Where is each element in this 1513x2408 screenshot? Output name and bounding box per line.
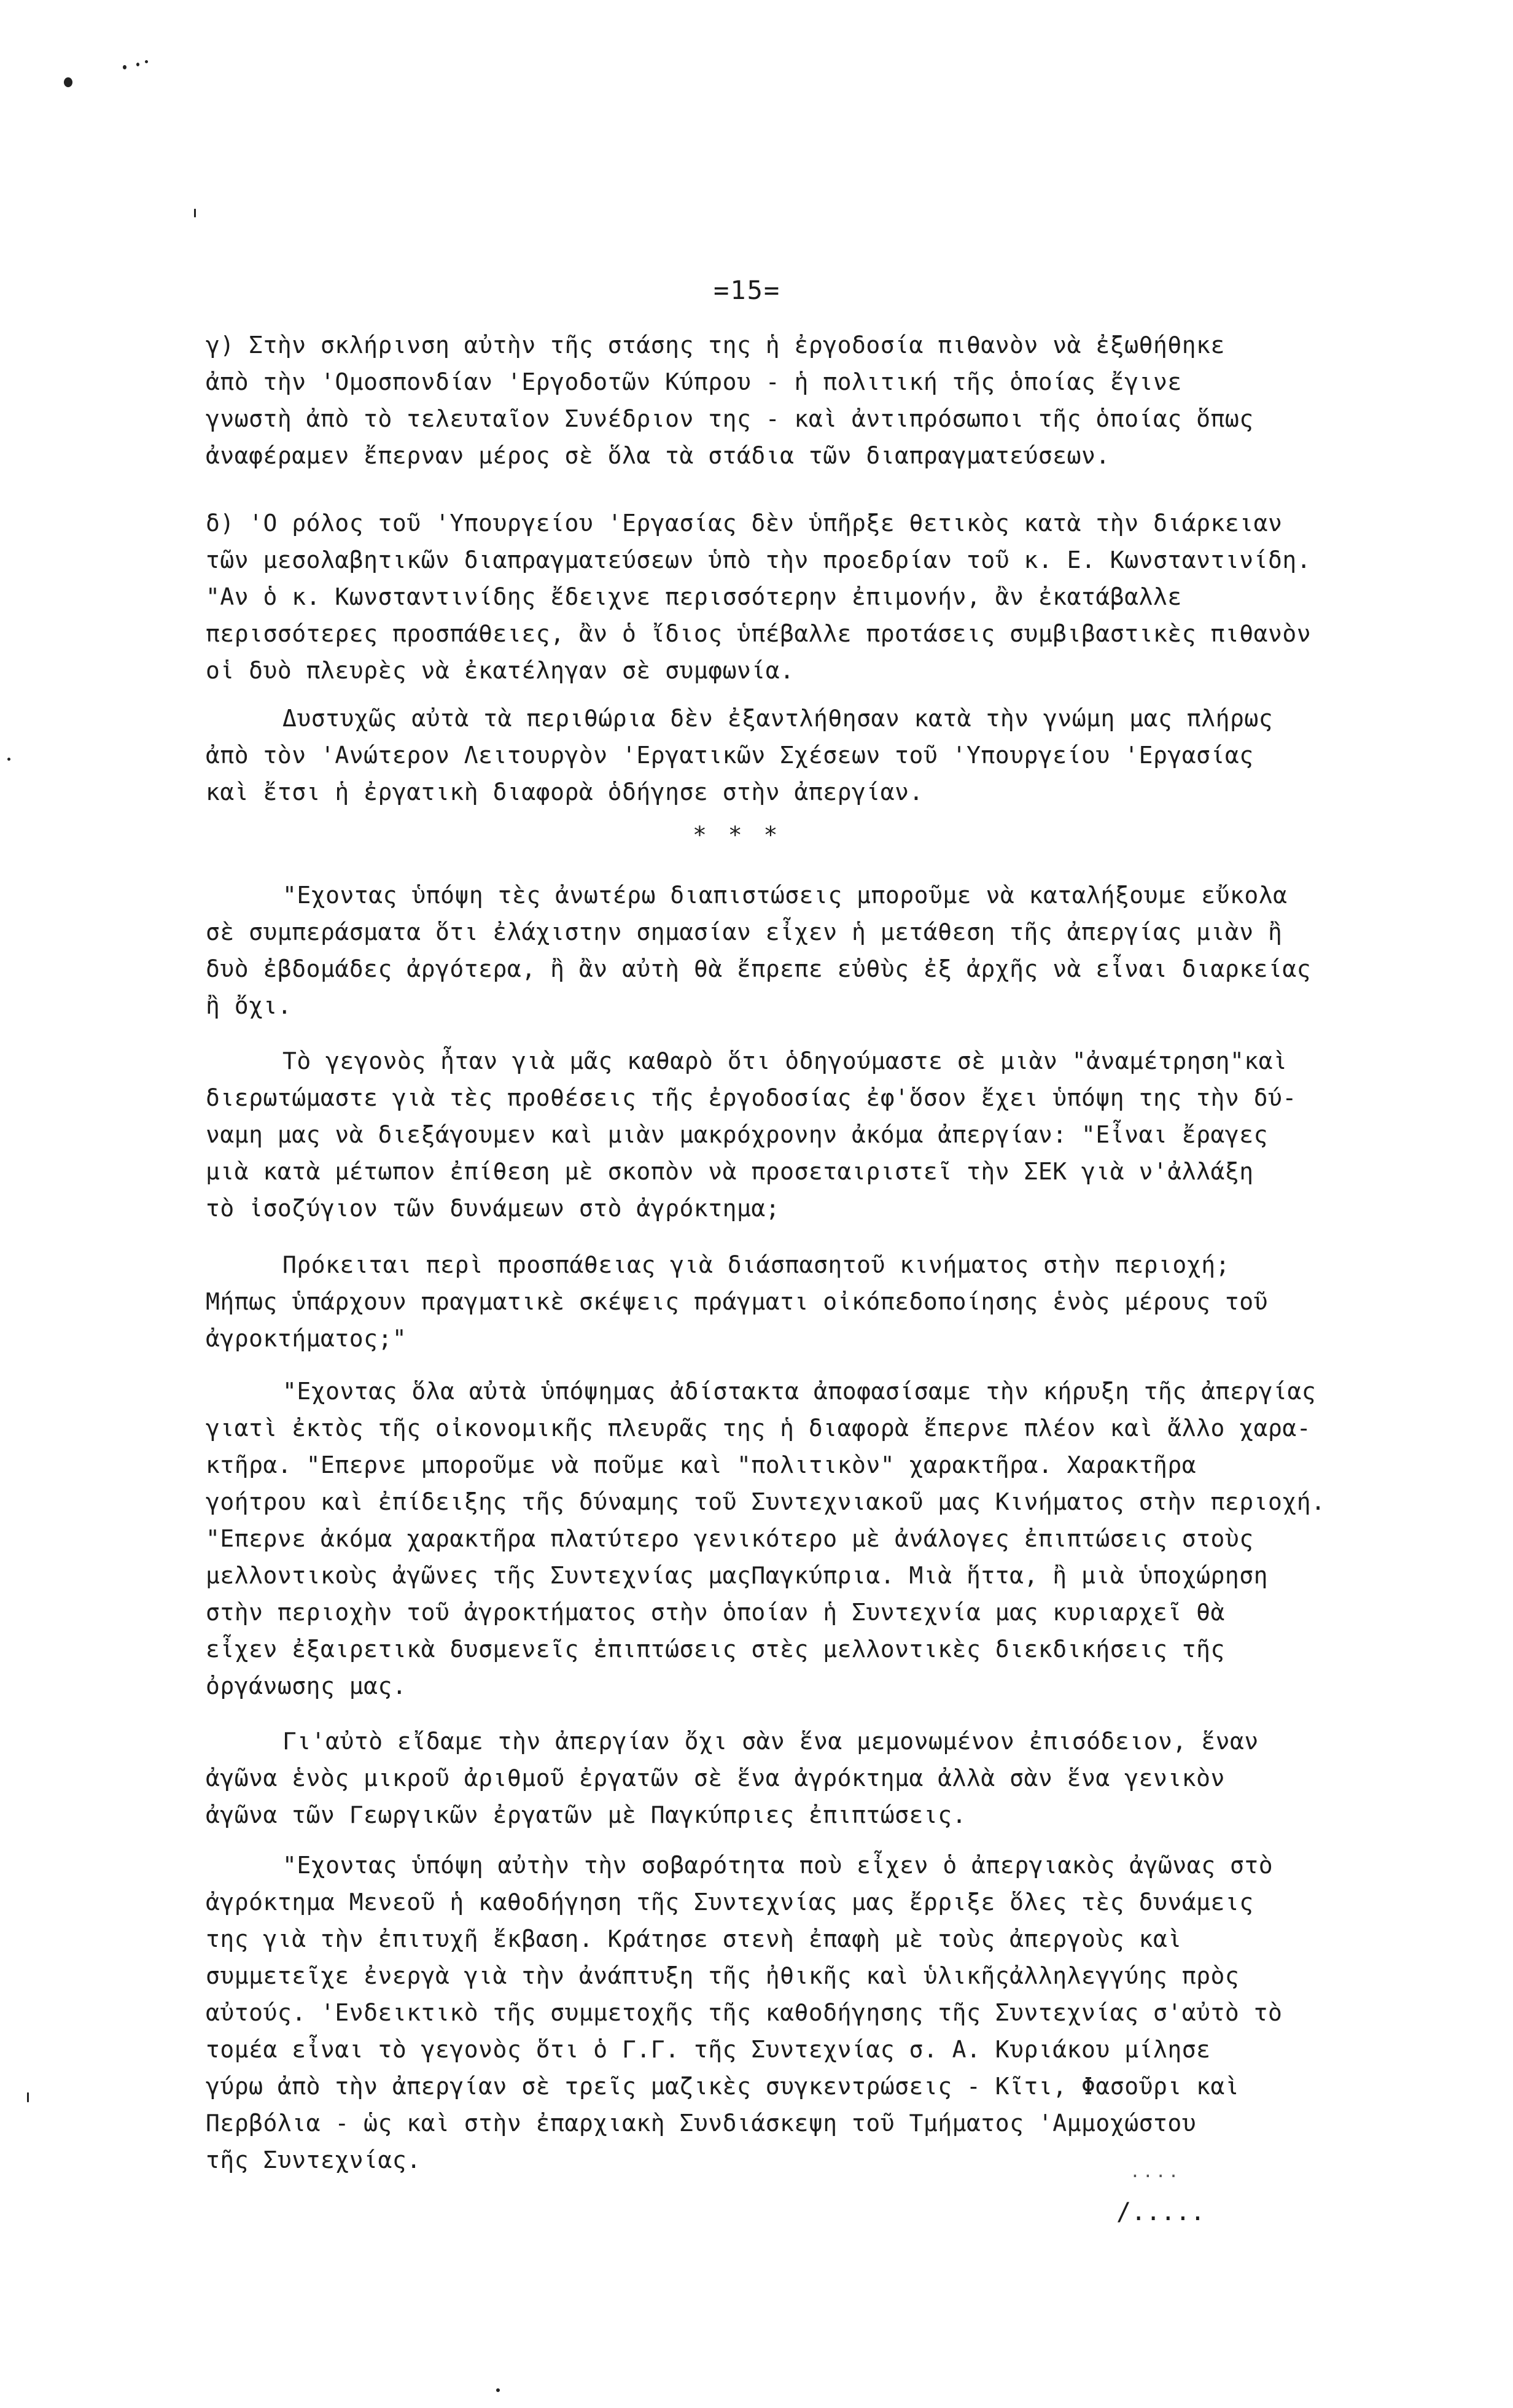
continuation-dots: .... [1130,2161,1181,2181]
paragraph-d-ministry-role [206,505,1372,689]
scan-speck [123,65,126,69]
scan-speck [145,60,148,63]
text-line: δ) 'Ο ρόλος τοῦ 'Υπουργείου 'Εργασίας δὲν ὑπῆρξε θετικὸς κατὰ τὴν διάρκειαν [206,510,1283,537]
text-line: ἀγῶνα ἑνὸς μικροῦ ἀριθμοῦ ἐργατῶν σὲ ἕνα ἀγρόκτημα ἀλλὰ σὰν ἕνα γενικὸν [206,1765,1225,1792]
text-line: μιὰ κατὰ μέτωπον ἐπίθεση μὲ σκοπὸν νὰ προσεταιριστεῖ τὴν ΣΕΚ γιὰ ν'ἀλλάξη [206,1158,1254,1185]
text-line: σὲ συμπεράσματα ὅτι ἐλάχιστην σημασίαν εἶχεν ἡ μετάθεση τῆς ἀπεργίας μιὰν ἢ [206,919,1283,946]
text-line: οἱ δυὸ πλευρὲς νὰ ἐκατέληγαν σὲ συμφωνία. [206,657,795,684]
text-line: γνωστὴ ἀπὸ τὸ τελευταῖον Συνέδριον της - καὶ ἀντιπρόσωποι τῆς ὁποίας ὅπως [206,405,1254,432]
text-line: ἢ ὄχι. [206,992,292,1019]
scan-speck [7,758,10,761]
scan-speck [136,63,139,66]
text-line: Γι'αὐτὸ εἴδαμε τὴν ἀπεργίαν ὄχι σὰν ἕνα μεμονωμένον ἐπισόδειον, ἕναν [282,1728,1259,1755]
paragraph-union-leadership [206,1847,1372,2178]
paragraph-c-employer-stance [206,327,1372,474]
text-line: στὴν περιοχὴν τοῦ ἀγροκτήματος στὴν ὁποίαν ἡ Συντεχνία μας κυριαρχεῖ θὰ [206,1599,1225,1626]
text-line: μελλοντικοὺς ἀγῶνες τῆς Συντεχνίας μαςΠαγκύπρια. Μιὰ ἥττα, ἢ μιὰ ὑποχώρηση [206,1562,1268,1589]
text-line: εἶχεν ἐξαιρετικὰ δυσμενεῖς ἐπιπτώσεις στὲς μελλοντικὲς διεκδικήσεις τῆς [206,1636,1225,1663]
paragraph-general-struggle [206,1723,1372,1833]
text-line: "Εχοντας ὑπόψη τὲς ἀνωτέρω διαπιστώσεις μποροῦμε νὰ καταλήξουμε εὔκολα [282,882,1288,909]
text-line: τῆς Συντεχνίας. [206,2146,421,2173]
page-number: =15= [714,275,781,305]
text-line: τὸ ἰσοζύγιον τῶν δυνάμεων στὸ ἀγρόκτημα; [206,1195,780,1222]
paragraph-conclusions [206,877,1372,1024]
text-line: "Αν ὁ κ. Κωνσταντινίδης ἔδειχνε περισσότερην ἐπιμονήν, ἂν ἐκατάβαλλε [206,583,1182,610]
text-line: δυὸ ἐβδομάδες ἀργότερα, ἢ ἂν αὐτὴ θὰ ἔπρεπε εὐθὺς ἐξ ἀρχῆς νὰ εἶναι διαρκείας [206,955,1312,982]
scan-speck [27,2092,29,2102]
text-line: "Εχοντας ὅλα αὐτὰ ὑπόψημας ἀδίστακτα ἀποφασίσαμε τὴν κήρυξη τῆς ἀπεργίας [282,1378,1317,1405]
text-line: ἀπὸ τὴν 'Ομοσπονδίαν 'Εργοδοτῶν Κύπρου - ἡ πολιτική τῆς ὁποίας ἔγινε [206,368,1182,395]
text-line: γύρω ἀπὸ τὴν ἀπεργίαν σὲ τρεῖς μαζικὲς συγκεντρώσεις - Κῖτι, Φασοῦρι καὶ [206,2073,1240,2100]
text-line: περισσότερες προσπάθειες, ἂν ὁ ἴδιος ὑπέβαλλε προτάσεις συμβιβαστικὲς πιθανὸν [206,620,1312,647]
text-line: γοήτρου καὶ ἐπίδειξης τῆς δύναμης τοῦ Συντεχνιακοῦ μας Κινήματος στὴν περιοχή. [206,1488,1326,1515]
paragraph-unfortunately [206,700,1372,810]
text-line: τομέα εἶναι τὸ γεγονὸς ὅτι ὁ Γ.Γ. τῆς Συντεχνίας σ. Α. Κυριάκου μίλησε [206,2036,1211,2063]
text-line: τῶν μεσολαβητικῶν διαπραγματεύσεων ὑπὸ τὴν προεδρίαν τοῦ κ. Ε. Κωνσταντινίδη. [206,546,1312,573]
text-line: Πρόκειται περὶ προσπάθειας γιὰ διάσπασητοῦ κινήματος στὴν περιοχή; [282,1251,1230,1278]
text-line: ναμη μας νὰ διεξάγουμεν καὶ μιὰν μακρόχρονην ἀκόμα ἀπεργίαν: "Εἶναι ἔραγες [206,1121,1268,1148]
paragraph-confrontation [206,1043,1372,1227]
text-line: καὶ ἔτσι ἡ ἐργατικὴ διαφορὰ ὁδήγησε στὴν ἀπεργίαν. [206,779,924,806]
paragraph-division-attempt [206,1246,1372,1357]
text-line: διερωτώμαστε γιὰ τὲς προθέσεις τῆς ἐργοδοσίας ἐφ'ὅσον ἔχει ὑπόψη της τὴν δύ- [206,1084,1297,1111]
text-line: Τὸ γεγονὸς ἦταν γιὰ μᾶς καθαρὸ ὅτι ὁδηγούμαστε σὲ μιὰν "ἀναμέτρηση"καὶ [282,1047,1288,1074]
text-line: ἀπὸ τὸν 'Ανώτερον Λειτουργὸν 'Εργατικῶν Σχέσεων τοῦ 'Υπουργείου 'Εργασίας [206,742,1254,769]
text-line: "Εχοντας ὑπόψη αὐτὴν τὴν σοβαρότητα ποὺ εἶχεν ὁ ἀπεργιακὸς ἀγῶνας στὸ [282,1852,1274,1879]
text-line: Δυστυχῶς αὐτὰ τὰ περιθώρια δὲν ἐξαντλήθησαν κατὰ τὴν γνώμη μας πλήρως [282,705,1274,732]
paragraph-strike-declaration [206,1373,1372,1704]
text-line: συμμετεῖχε ἐνεργὰ γιὰ τὴν ἀνάπτυξη τῆς ἠθικῆς καὶ ὑλικῆςἀλληλεγγύης πρὸς [206,1962,1240,1989]
text-line: αὐτούς. 'Ενδεικτικὸ τῆς συμμετοχῆς τῆς καθοδήγησης τῆς Συντεχνίας σ'αὐτὸ τὸ [206,1999,1283,2026]
scan-speck [64,77,72,87]
text-line: γ) Στὴν σκλήρινση αὐτὴν τῆς στάσης της ἡ ἐργοδοσία πιθανὸν νὰ ἐξωθήθηκε [206,332,1225,359]
text-line: ἀγρόκτημα Μενεοῦ ἡ καθοδήγηση τῆς Συντεχνίας μας ἔρριξε ὅλες τὲς δυνάμεις [206,1889,1254,1916]
text-line: ἀγροκτήματος;" [206,1325,407,1352]
text-line: της γιὰ τὴν ἐπιτυχῆ ἔκβαση. Κράτησε στενὴ ἐπαφὴ μὲ τοὺς ἀπεργοὺς καὶ [206,1925,1182,1952]
text-line: κτῆρα. "Επερνε μποροῦμε νὰ ποῦμε καὶ "πολιτικὸν" χαρακτῆρα. Χαρακτῆρα [206,1451,1197,1478]
text-line: ὀργάνωσης μας. [206,1672,407,1699]
continuation-marker: /..... [1116,2198,1205,2226]
text-line: γιατὶ ἐκτὸς τῆς οἰκονομικῆς πλευρᾶς της ἡ διαφορὰ ἔπερνε πλέον καὶ ἄλλο χαρα- [206,1415,1312,1442]
scan-speck [496,2388,500,2392]
text-line: ἀγῶνα τῶν Γεωργικῶν ἐργατῶν μὲ Παγκύπριες ἐπιπτώσεις. [206,1801,967,1828]
text-line: Μήπως ὑπάρχουν πραγματικὲ σκέψεις πράγματι οἰκόπεδοποίησης ἑνὸς μέρους τοῦ [206,1288,1268,1315]
section-separator: * * * [693,821,782,849]
text-line: Περβόλια - ὡς καὶ στὴν ἐπαρχιακὴ Συνδιάσκεψη τοῦ Τμήματος 'Αμμοχώστου [206,2110,1197,2137]
scan-speck [194,209,196,217]
text-line: ἀναφέραμεν ἔπερναν μέρος σὲ ὅλα τὰ στάδια τῶν διαπραγματεύσεων. [206,442,1110,469]
text-line: "Επερνε ἀκόμα χαρακτῆρα πλατύτερο γενικότερο μὲ ἀνάλογες ἐπιπτώσεις στοὺς [206,1525,1254,1552]
